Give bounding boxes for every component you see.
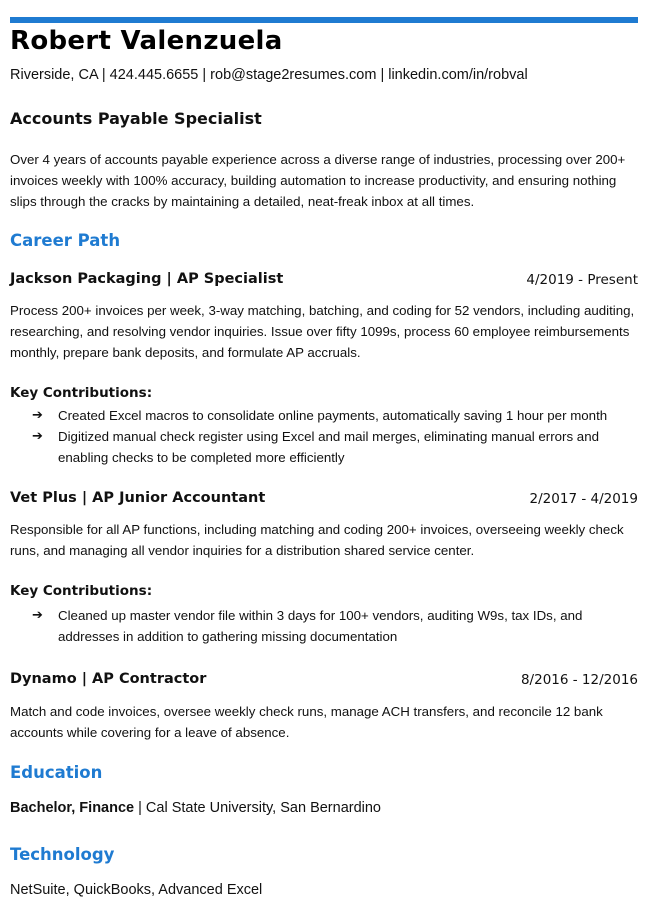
role-title: Accounts Payable Specialist	[10, 109, 262, 128]
job-dates: 4/2019 - Present	[526, 272, 638, 288]
contributions-list	[10, 405, 638, 468]
education-heading: Education	[10, 763, 103, 782]
job-description: Process 200+ invoices per week, 3-way matching, batching, and coding for 52 vendors, including auditing, researching, and resolving vendor inquiries. Issue over fifty 1099s, process 60 employee reimbursements monthly, prepare bank deposits, and formulate AP accruals.	[10, 303, 635, 360]
contact-line: Riverside, CA | 424.445.6655 | rob@stage2resumes.com | linkedin.com/in/robval	[10, 67, 528, 83]
job-dates: 2/2017 - 4/2019	[529, 491, 638, 507]
job-dates: 8/2016 - 12/2016	[520, 672, 638, 688]
job-description: Responsible for all AP functions, including matching and coding 200+ invoices, overseeing weekly check runs, and managing all vendor inquiries for a distribution shared service center.	[10, 522, 624, 558]
arrow-right-icon: ➔	[32, 408, 43, 423]
job-title: Jackson Packaging | AP Specialist	[10, 271, 284, 287]
candidate-name: Robert Valenzuela	[10, 26, 283, 56]
contributions-list	[10, 605, 638, 647]
bullet-text: Created Excel macros to consolidate online payments, automatically saving 1 hour per month	[58, 408, 608, 423]
job-title: Dynamo | AP Contractor	[10, 671, 207, 687]
career-path-heading: Career Path	[10, 231, 121, 250]
technology-list: NetSuite, QuickBooks, Advanced Excel	[10, 882, 263, 898]
arrow-right-icon: ➔	[32, 608, 43, 623]
list-item	[10, 426, 638, 468]
technology-heading: Technology	[10, 845, 115, 864]
list-item	[10, 605, 638, 647]
job-header	[10, 271, 638, 291]
job-title: Vet Plus | AP Junior Accountant	[10, 490, 266, 506]
bullet-text: Digitized manual check register using Excel and mail merges, eliminating manual errors and enabling checks to be completed more efficiently	[58, 429, 599, 465]
key-contributions-label: Key Contributions:	[10, 583, 153, 599]
job-description: Match and code invoices, oversee weekly check runs, manage ACH transfers, and reconcile 12 bank accounts while covering for a leave of absence.	[10, 704, 603, 740]
job-header	[10, 671, 638, 691]
degree: Bachelor, Finance	[10, 800, 135, 816]
bullet-text: Cleaned up master vendor file within 3 days for 100+ vendors, auditing W9s, tax IDs, and addresses in addition to gathering missing documentation	[58, 608, 583, 644]
school: | Cal State University, San Bernardino	[134, 800, 381, 816]
education-entry	[10, 800, 381, 816]
key-contributions-label: Key Contributions:	[10, 385, 153, 401]
header-accent-bar	[10, 17, 638, 23]
summary-paragraph: Over 4 years of accounts payable experience across a diverse range of industries, processing over 200+ invoices weekly with 100% accuracy, building automation to increase productivity, and ensuring nothing slips through the cracks by maintaining a detailed, neat-freak inbox at all times.	[10, 152, 626, 209]
job-header	[10, 490, 638, 510]
list-item	[10, 405, 638, 426]
arrow-right-icon: ➔	[32, 429, 43, 444]
